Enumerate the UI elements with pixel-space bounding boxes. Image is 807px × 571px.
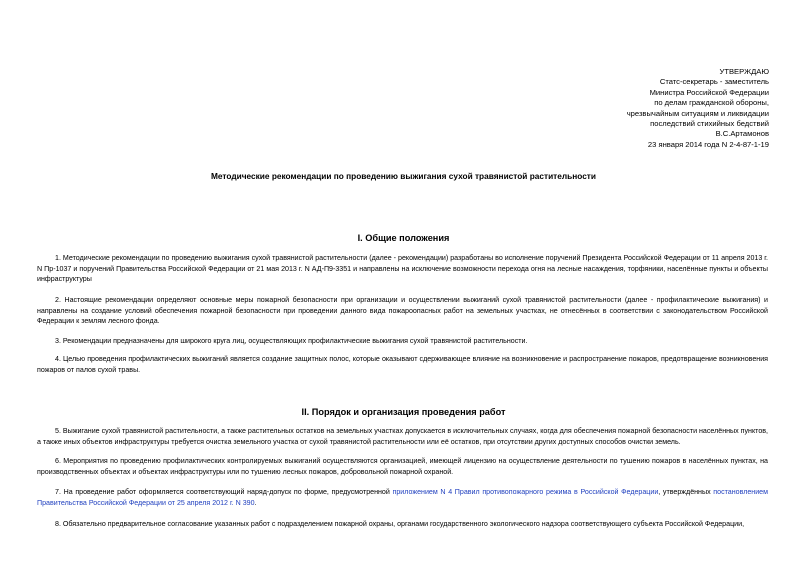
rules-appendix-link[interactable]: приложением N 4 Правил противопожарного режима в Российской Федерации bbox=[392, 488, 659, 496]
approval-line: Министра Российской Федерации bbox=[649, 87, 769, 97]
approval-heading: УТВЕРЖДАЮ bbox=[719, 67, 769, 76]
paragraph: 1. Методические рекомендации по проведению выжигания сухой травянистой растительности (далее - рекомендации) разработаны во исполнение поручений Президента Российской Федерации от 11 апреля 2013 г. N Пр-1037 и поручений Правительства Российской Федерации от 21 мая 2013 г. N АД-П9-3351 и направлены на исключение возможности перехода огня на лесные насаждения, торфяники, населённые пункты и объекты инфраструктуры bbox=[37, 254, 768, 283]
paragraph bbox=[37, 487, 768, 508]
section-heading: II. Порядок и организация проведения работ bbox=[301, 407, 506, 417]
government-resolution-link[interactable]: постановлением Правительства Российской Федерации от 25 апреля 2012 г. N 390 bbox=[37, 488, 768, 507]
approval-line: Статс-секретарь - заместитель bbox=[659, 77, 769, 87]
section-heading: I. Общие положения bbox=[357, 233, 450, 243]
approval-line: 23 января 2014 года N 2-4-87-1-19 bbox=[647, 139, 769, 149]
paragraph: 3. Рекомендации предназначены для широкого круга лиц, осуществляющих профилактические выжигания сухой травянистой растительности. bbox=[55, 337, 528, 345]
approval-line: В.С.Артамонов bbox=[715, 129, 769, 139]
paragraph: 2. Настоящие рекомендации определяют основные меры пожарной безопасности при организации и осуществлении выжиганий сухой травянистой растительности (далее - профилактические выжигания) и направлены на создание условий обеспечения пожарной безопасности при проведении данного вида пожароопасных работ на земельных участках, не отнесённых в соответствии с законодательством Российской Федерации к землям лесного фонда. bbox=[37, 296, 768, 325]
approval-line: чрезвычайным ситуациям и ликвидации bbox=[626, 108, 769, 118]
paragraph-text: , утверждённых bbox=[658, 488, 714, 496]
approval-line: последствий стихийных бедствий bbox=[650, 119, 769, 129]
document-title: Методические рекомендации по проведению выжигания сухой травянистой растительности bbox=[211, 171, 596, 181]
paragraph: 5. Выжигание сухой травянистой растительности, а также растительных остатков на земельных участках допускается в исключительных случаях, когда для обеспечения пожарной безопасности населённых пунктов, а также иных объектов инфраструктуры требуется очистка земельного участка от сухой травянистой растительности или её остатков, при отсутствии других доступных способов очистки земель. bbox=[37, 427, 769, 446]
paragraph: 4. Целью проведения профилактических выжиганий является создание защитных полос, которые оказывают сдерживающее влияние на возникновение и распространение пожаров, предотвращение возникновения пожаров от палов сухой травы. bbox=[37, 355, 768, 374]
paragraph-text: . bbox=[254, 498, 257, 507]
paragraph: 8. Обязательно предварительное согласование указанных работ с подразделением пожарной охраны, органами государственного экологического надзора соответствующего субъекта Российской Федерации, bbox=[55, 520, 745, 528]
approval-line: по делам гражданской обороны, bbox=[654, 98, 769, 108]
paragraph: 6. Мероприятия по проведению профилактических контролируемых выжиганий осуществляются организацией, имеющей лицензию на осуществление деятельности по тушению пожаров в населённых пунктах, на производственных объектах и объектах инфраструктуры или по тушению лесных пожаров, добровольной пожарной охраной. bbox=[37, 457, 768, 476]
approval-block bbox=[509, 67, 769, 150]
paragraph-text: 7. На проведение работ оформляется соответствующий наряд-допуск по форме, предусмотренной bbox=[55, 488, 393, 496]
